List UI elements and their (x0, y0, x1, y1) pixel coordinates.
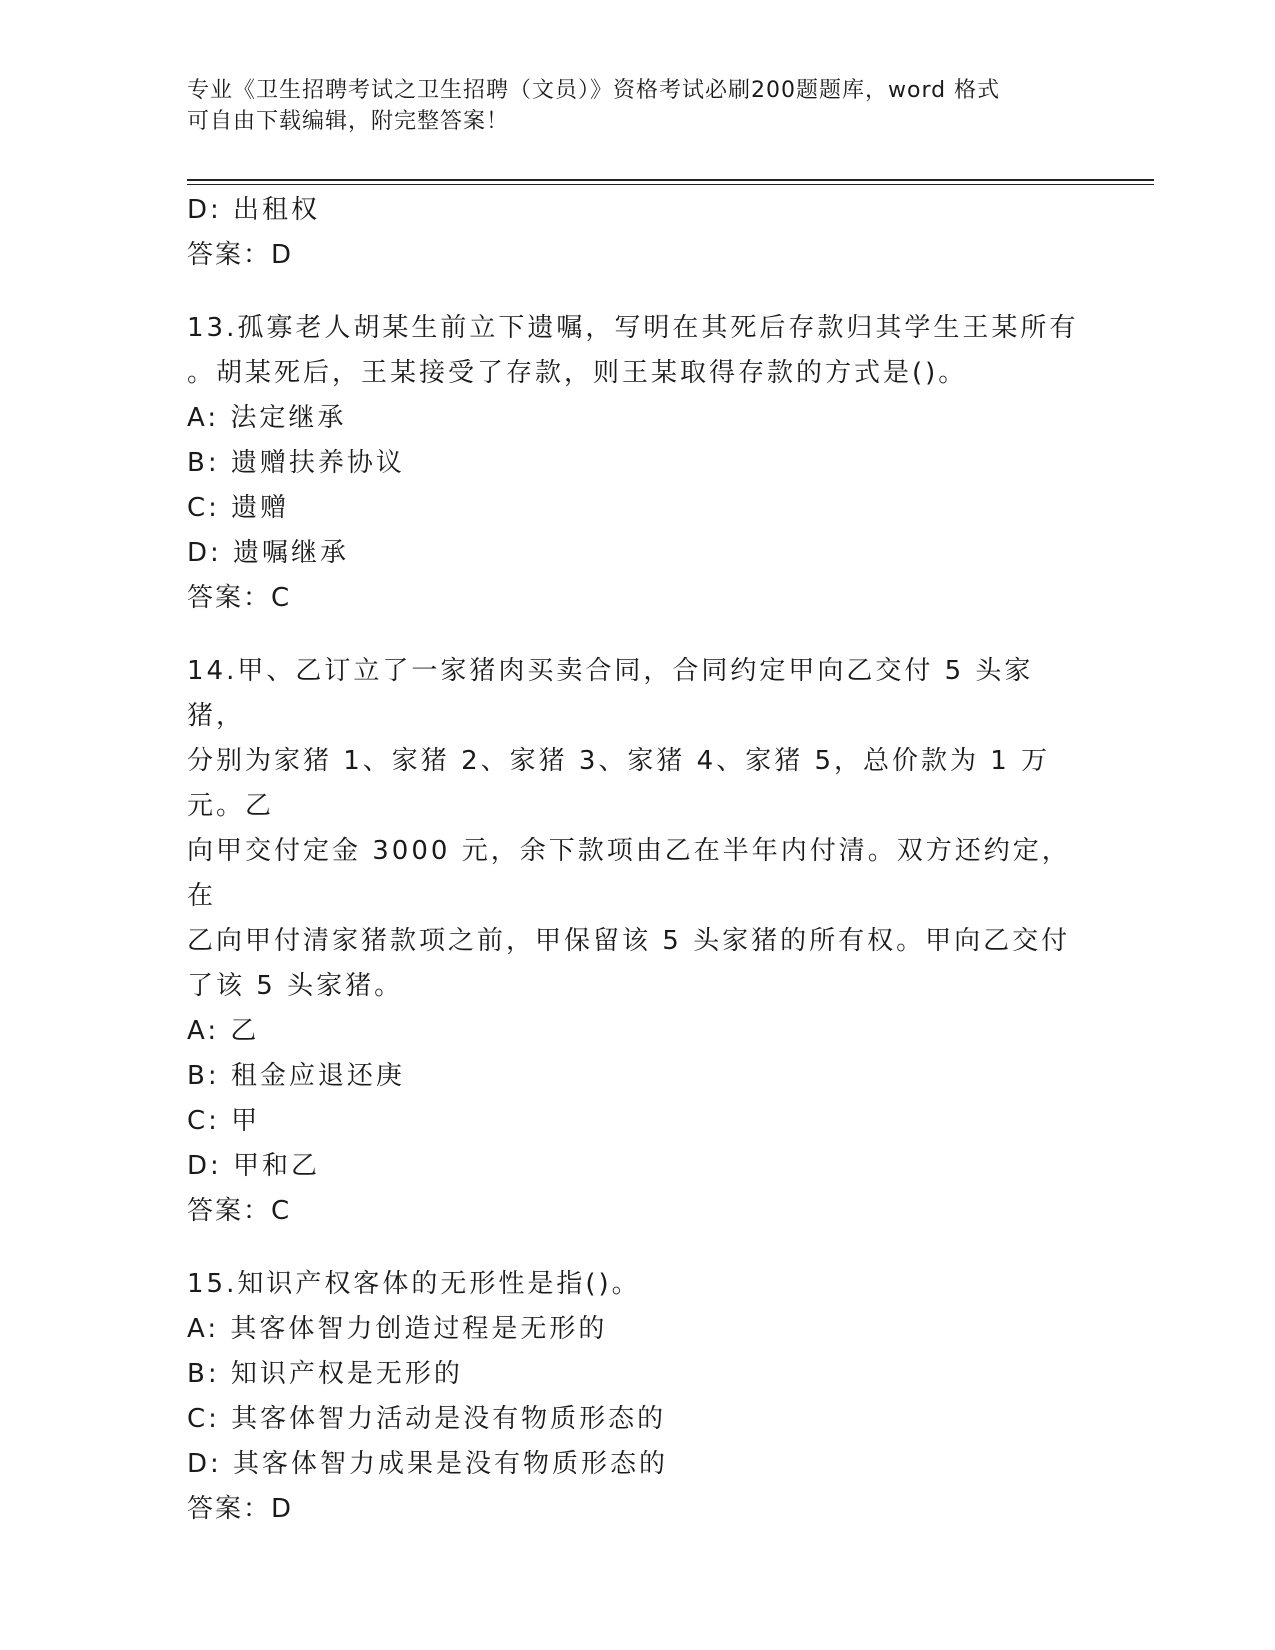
option-c: C: 其客体智力活动是没有物质形态的 (187, 1404, 667, 1434)
answer-line: 答案：C (187, 1196, 292, 1226)
question-stem-line: 14.甲、乙订立了一家猪肉买卖合同，合同约定甲向乙交付 5 头家猪， (187, 656, 1034, 731)
option-b: B: 租金应退还庚 (187, 1061, 405, 1091)
header-title-line-1: 专业《卫生招聘考试之卫生招聘（文员）》资格考试必刷200题题库，word 格式 (187, 78, 1001, 103)
answer-line: 答案：C (187, 583, 292, 613)
question-stem-line: 15.知识产权客体的无形性是指()。 (187, 1269, 641, 1299)
option-a: A: 其客体智力创造过程是无形的 (187, 1314, 608, 1344)
header-title-line-2: 可自由下载编辑，附完整答案！ (187, 109, 510, 134)
header-divider-thick (187, 179, 1154, 181)
option-b: B: 遗赠扶养协议 (187, 448, 405, 478)
option-c: C: 甲 (187, 1106, 261, 1136)
option-a: A: 乙 (187, 1016, 260, 1046)
question-14 (187, 649, 1087, 1234)
header-divider-thin (187, 184, 1154, 185)
option-d: D: 甲和乙 (187, 1151, 321, 1181)
option-d: D: 出租权 (187, 195, 321, 225)
question-stem-line: 分别为家猪 1、家猪 2、家猪 3、家猪 4、家猪 5，总价款为 1 万元。乙 (187, 746, 1051, 821)
question-stem-line: 13.孤寡老人胡某生前立下遗嘱，写明在其死后存款归其学生王某所有 (187, 313, 1079, 343)
question-stem-line: 向甲交付定金 3000 元，余下款项由乙在半年内付清。双方还约定，在 (187, 836, 1071, 911)
question-13 (187, 306, 1087, 621)
answer-line: 答案：D (187, 1494, 294, 1524)
option-d: D: 其客体智力成果是没有物质形态的 (187, 1449, 669, 1479)
question-stem-line: 乙向甲付清家猪款项之前，甲保留该 5 头家猪的所有权。甲向乙交付 (187, 926, 1071, 956)
document-header (187, 75, 1087, 137)
answer-line: 答案：D (187, 240, 294, 270)
option-d: D: 遗嘱继承 (187, 538, 350, 568)
option-c: C: 遗赠 (187, 493, 290, 523)
question-15 (187, 1262, 1087, 1532)
question-content (187, 188, 1087, 1532)
option-a: A: 法定继承 (187, 403, 347, 433)
previous-question-tail (187, 188, 1087, 278)
question-stem-line: 了该 5 头家猪。 (187, 971, 404, 1001)
question-stem-line: 。胡某死后，王某接受了存款，则王某取得存款的方式是()。 (187, 358, 968, 388)
option-b: B: 知识产权是无形的 (187, 1359, 463, 1389)
